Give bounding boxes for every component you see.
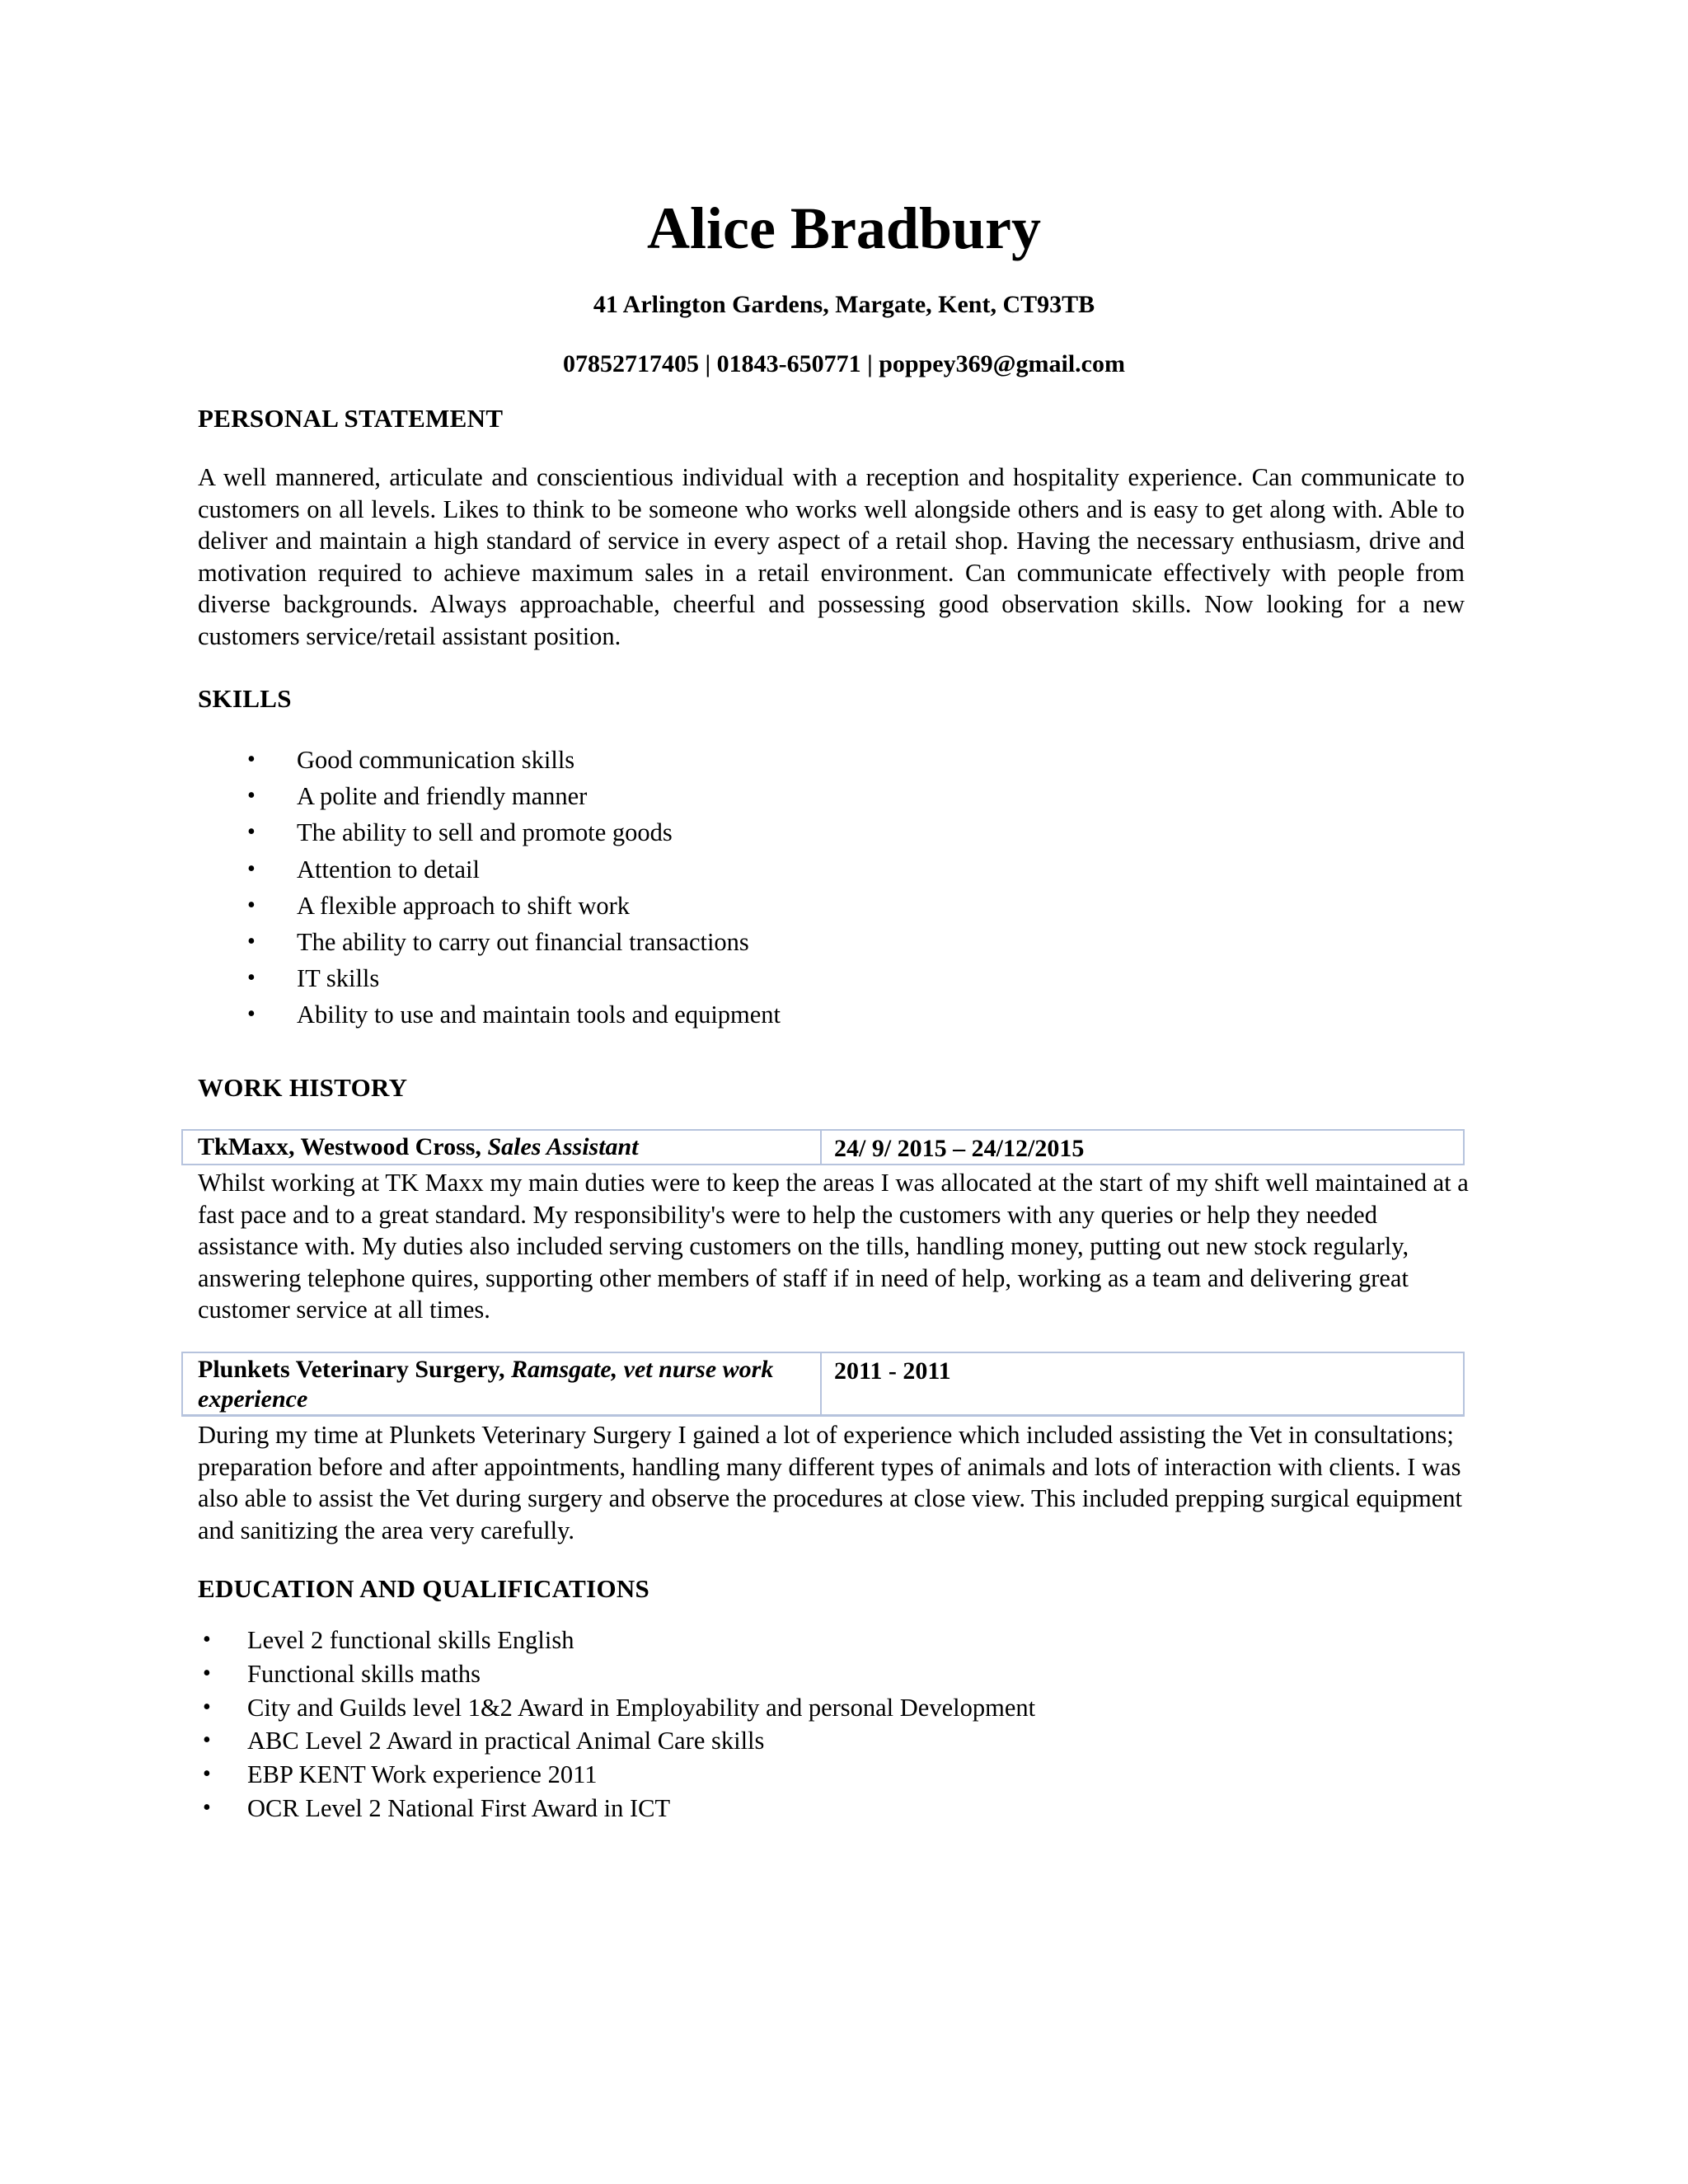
work-history-heading: WORK HISTORY xyxy=(198,1073,408,1102)
skill-item: • IT skills xyxy=(239,960,781,996)
education-item: • Level 2 functional skills English xyxy=(198,1624,1035,1657)
education-item: • OCR Level 2 National First Award in ICT xyxy=(198,1792,1035,1825)
education-item: • EBP KENT Work experience 2011 xyxy=(198,1758,1035,1792)
job-description: During my time at Plunkets Veterinary Surgery I gained a lot of experience which included assisting the Vet in consultations; preparation before and after appointments, handling many different types of animals and lots of interaction with clients. I was also able to assist the Vet during surgery and observe the procedures at close view. This included prepping surgical equipment and sanitizing the area very carefully. xyxy=(198,1421,1462,1544)
job-role: Ramsgate, vet nurse work experience xyxy=(198,1356,774,1413)
skill-item: • The ability to sell and promote goods xyxy=(239,814,781,851)
job-role: Sales Assistant xyxy=(487,1133,639,1160)
job-header-row xyxy=(181,1352,1465,1416)
candidate-name: Alice Bradbury xyxy=(647,195,1041,261)
job-header-row xyxy=(181,1129,1465,1165)
education-list xyxy=(198,1624,1035,1825)
job-divider xyxy=(181,1414,1465,1417)
skill-item: • A flexible approach to shift work xyxy=(239,888,781,924)
skill-item: • Ability to use and maintain tools and equipment xyxy=(239,996,781,1033)
job-dates: 24/ 9/ 2015 – 24/12/2015 xyxy=(834,1135,1085,1162)
skills-heading: SKILLS xyxy=(198,684,292,713)
job-employer: TkMaxx, Westwood Cross, xyxy=(198,1133,481,1160)
job-dates: 2011 - 2011 xyxy=(834,1357,951,1385)
education-item: • City and Guilds level 1&2 Award in Employability and personal Development xyxy=(198,1691,1035,1725)
skill-item: • Good communication skills xyxy=(239,742,781,778)
education-item: • ABC Level 2 Award in practical Animal Care skills xyxy=(198,1724,1035,1758)
skill-item: • A polite and friendly manner xyxy=(239,778,781,814)
skills-list xyxy=(239,742,781,1033)
personal-statement-heading: PERSONAL STATEMENT xyxy=(198,404,504,433)
skill-item: • Attention to detail xyxy=(239,851,781,888)
education-item: • Functional skills maths xyxy=(198,1657,1035,1691)
personal-statement-text: A well mannered, articulate and conscientious individual with a reception and hospitality experience. Can communicate to customers on all levels. Likes to think to be someone who works well alongside others and is easy to get along with. Able to deliver and maintain a high standard of service in every aspect of a retail shop. Having the necessary enthusiasm, drive and motivation required to achieve maximum sales in a retail environment. Can communicate effectively with people from diverse backgrounds. Always approachable, cheerful and possessing good observation skills. Now looking for a new customers service/retail assistant position. xyxy=(198,463,1465,650)
job-description: Whilst working at TK Maxx my main duties were to keep the areas I was allocated at the start of my shift well maintained at a fast pace and to a great standard. My responsibility's were to help the customers with any queries or help they needed assistance with. My duties also included serving customers on the tills, handling money, putting out new stock regularly, answering telephone quires, supporting other members of staff if in need of help, working as a team and delivering great customer service at all times. xyxy=(198,1169,1469,1324)
education-heading: EDUCATION AND QUALIFICATIONS xyxy=(198,1574,650,1603)
job-title-cell xyxy=(183,1353,822,1414)
skill-item: • The ability to carry out financial transactions xyxy=(239,924,781,960)
job-title-cell xyxy=(183,1131,822,1164)
contact-line: 07852717405 | 01843-650771 | poppey369@gmail.com xyxy=(563,350,1125,377)
address-line: 41 Arlington Gardens, Margate, Kent, CT93TB xyxy=(593,291,1095,318)
job-employer: Plunkets Veterinary Surgery, xyxy=(198,1356,505,1383)
